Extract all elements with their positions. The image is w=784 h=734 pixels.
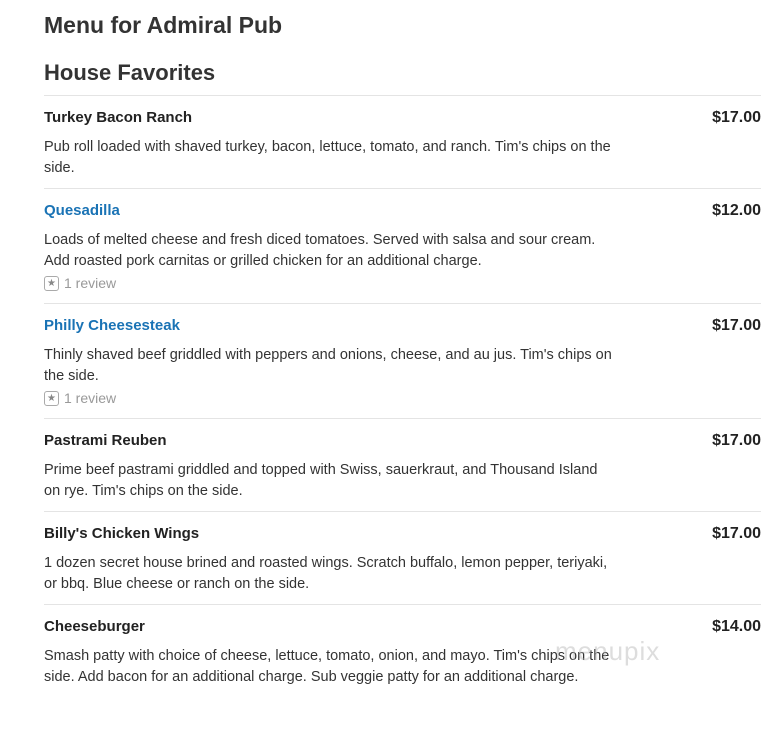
item-price: $17.00 [712,525,761,542]
menu-list [44,95,761,697]
review-count: 1 review [64,275,117,291]
item-description: Loads of melted cheese and fresh diced tomatoes. Served with salsa and sour cream. Add roasted pork carnitas or grilled chicken for an additional charge. [44,232,596,269]
review-link[interactable] [44,387,761,409]
menu-item [44,188,761,303]
item-name: Turkey Bacon Ranch [44,109,193,126]
item-name: Cheeseburger [44,618,145,635]
item-description: Thinly shaved beef griddled with peppers and onions, cheese, and au jus. Tim's chips on the side. [44,347,612,384]
page-title: Menu for Admiral Pub [44,12,283,38]
item-price: $17.00 [712,317,761,334]
star-icon: ★ [44,391,59,406]
item-description: 1 dozen secret house brined and roasted wings. Scratch buffalo, lemon pepper, teriyaki, or bbq. Blue cheese or ranch on the side. [44,555,608,592]
star-icon: ★ [44,276,59,291]
menu-item [44,604,761,697]
item-description: Pub roll loaded with shaved turkey, bacon, lettuce, tomato, and ranch. Tim's chips on the side. [44,139,611,176]
review-count: 1 review [64,390,117,406]
review-link[interactable] [44,272,761,294]
menu-item [44,95,761,188]
item-price: $12.00 [712,202,761,219]
item-name[interactable]: Philly Cheesesteak [44,317,180,334]
item-price: $14.00 [712,618,761,635]
menu-item [44,418,761,511]
item-description: Smash patty with choice of cheese, lettuce, tomato, onion, and mayo. Tim's chips on the side. Add bacon for an additional charge. Sub veggie patty for an additional charge. [44,648,610,685]
item-price: $17.00 [712,109,761,126]
section-title: House Favorites [44,60,216,85]
menu-item [44,303,761,418]
item-name[interactable]: Quesadilla [44,202,120,219]
item-price: $17.00 [712,432,761,449]
item-name: Pastrami Reuben [44,432,167,449]
watermark: menupix [555,636,661,666]
item-description: Prime beef pastrami griddled and topped with Swiss, sauerkraut, and Thousand Island on rye. Tim's chips on the side. [44,462,598,499]
item-name: Billy's Chicken Wings [44,525,200,542]
menu-item [44,511,761,604]
